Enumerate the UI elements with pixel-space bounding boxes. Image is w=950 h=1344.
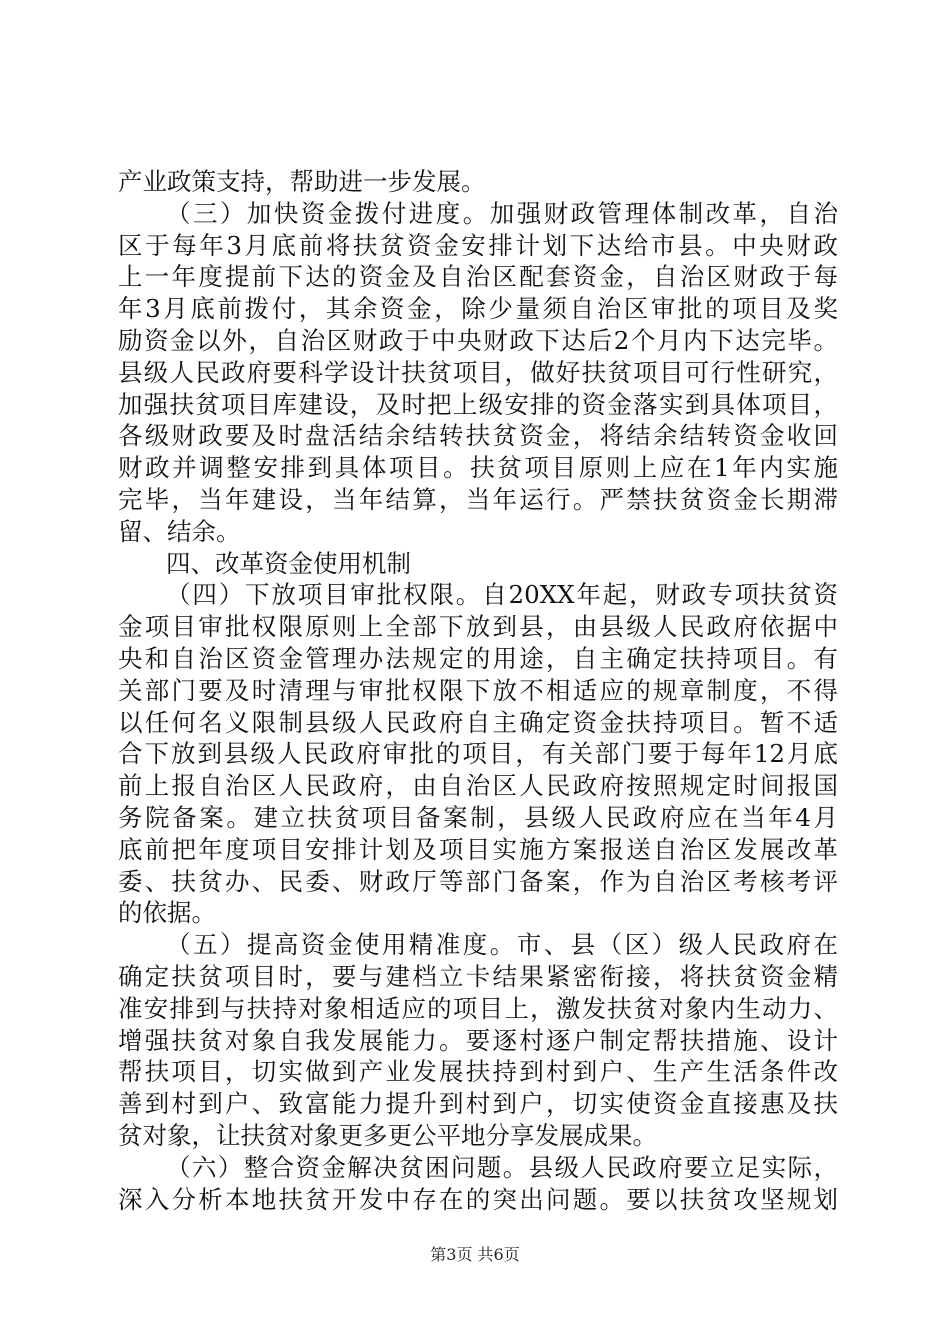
text-line: （五）提高资金使用精准度。市、县（区）级人民政府在 bbox=[166, 930, 838, 960]
text-line: （六）整合资金解决贫困问题。县级人民政府要立足实际， bbox=[166, 1152, 838, 1182]
text-line: 善到村到户、致富能力提升到村到户，切实使资金直接惠及扶 bbox=[118, 1089, 838, 1119]
text-line: 贫对象，让扶贫对象更多更公平地分享发展成果。 bbox=[118, 1120, 657, 1150]
text-line: 产业政策支持，帮助进一步发展。 bbox=[118, 167, 486, 196]
text-line: 深入分析本地扶贫开发中存在的突出问题。要以扶贫攻坚规划 bbox=[118, 1184, 838, 1214]
text-line: 的依据。 bbox=[118, 898, 216, 928]
text-line: 务院备案。建立扶贫项目备案制，县级人民政府应在当年4月 bbox=[118, 802, 838, 832]
text-line: 县级人民政府要科学设计扶贫项目，做好扶贫项目可行性研究， bbox=[118, 357, 838, 387]
text-line: 前上报自治区人民政府，由自治区人民政府按照规定时间报国 bbox=[118, 771, 838, 801]
text-line: （三）加快资金拨付进度。加强财政管理体制改革，自治 bbox=[166, 198, 838, 228]
text-line: 合下放到县级人民政府审批的项目，有关部门要于每年12月底 bbox=[118, 739, 838, 769]
text-line: 各级财政要及时盘活结余结转扶贫资金，将结余结转资金收回 bbox=[118, 421, 838, 451]
text-line: 区于每年3月底前将扶贫资金安排计划下达给市县。中央财政 bbox=[118, 230, 838, 260]
text-line: （四）下放项目审批权限。自20XX年起，财政专项扶贫资 bbox=[166, 580, 838, 610]
text-line: 底前把年度项目安排计划及项目实施方案报送自治区发展改革 bbox=[118, 834, 838, 864]
page-footer bbox=[0, 1245, 950, 1265]
text-line: 帮扶项目，切实做到产业发展扶持到村到户、生产生活条件改 bbox=[118, 1057, 838, 1087]
text-line: 加强扶贫项目库建设，及时把上级安排的资金落实到具体项目， bbox=[118, 389, 838, 419]
text-line: 准安排到与扶持对象相适应的项目上，激发扶贫对象内生动力、 bbox=[118, 993, 838, 1023]
text-line: 以任何名义限制县级人民政府自主确定资金扶持项目。暂不适 bbox=[118, 707, 838, 737]
text-line: 委、扶贫办、民委、财政厅等部门备案，作为自治区考核考评 bbox=[118, 866, 838, 896]
text-line: 财政并调整安排到具体项目。扶贫项目原则上应在1年内实施 bbox=[118, 453, 838, 483]
section-heading: 四、改革资金使用机制 bbox=[166, 548, 411, 578]
document-body bbox=[118, 166, 838, 1215]
text-line: 确定扶贫项目时，要与建档立卡结果紧密衔接，将扶贫资金精 bbox=[118, 961, 838, 991]
text-line: 金项目审批权限原则上全部下放到县，由县级人民政府依据中 bbox=[118, 612, 838, 642]
text-line: 上一年度提前下达的资金及自治区配套资金，自治区财政于每 bbox=[118, 262, 838, 292]
text-line: 留、结余。 bbox=[118, 516, 241, 546]
text-line: 央和自治区资金管理办法规定的用途，自主确定扶持项目。有 bbox=[118, 643, 838, 673]
page-number-label: 第3页 共6页 bbox=[430, 1245, 520, 1264]
text-line: 完毕，当年建设，当年结算，当年运行。严禁扶贫资金长期滞 bbox=[118, 484, 838, 514]
text-line: 关部门要及时清理与审批权限下放不相适应的规章制度，不得 bbox=[118, 675, 838, 705]
text-line: 增强扶贫对象自我发展能力。要逐村逐户制定帮扶措施、设计 bbox=[118, 1025, 838, 1055]
text-line: 年3月底前拨付，其余资金，除少量须自治区审批的项目及奖 bbox=[118, 294, 838, 324]
text-line: 励资金以外，自治区财政于中央财政下达后2个月内下达完毕。 bbox=[118, 325, 838, 355]
